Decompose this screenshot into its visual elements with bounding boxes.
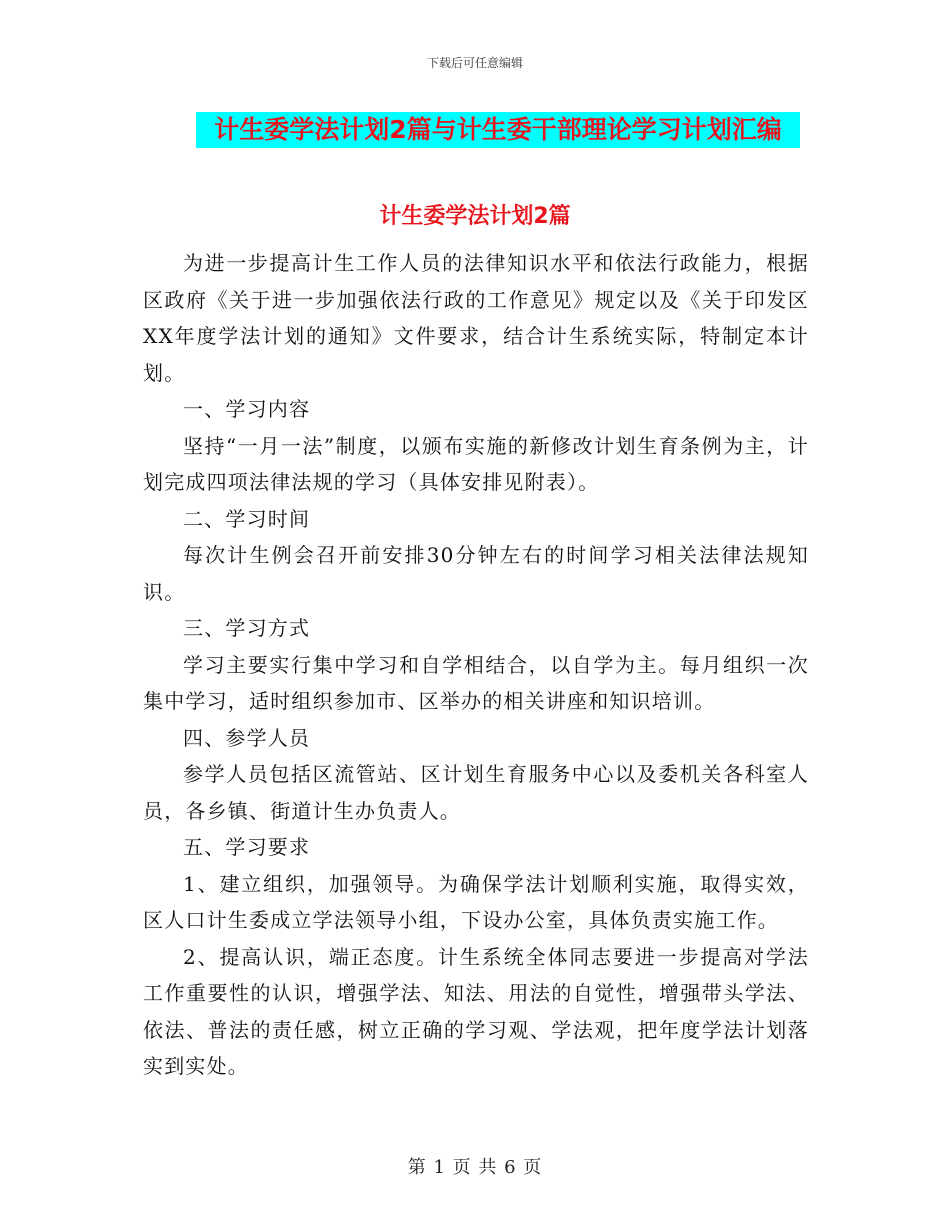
heading-study-time: 二、学习时间 — [183, 506, 311, 531]
header-note: 下载后可任意编辑 — [426, 56, 523, 70]
heading-study-content: 一、学习内容 — [183, 397, 311, 421]
main-title-highlight — [196, 112, 800, 148]
paragraph-intro: 为进一步提高计生工作人员的法律知识水平和依法行政能力，根据区政府《关于进一步加强依法行政的工作意见》规定以及《关于印发区XX年度学法计划的通知》文件要求，结合计生系统实际，特制定本计划。 — [143, 251, 809, 385]
paragraph-participants: 参学人员包括区流管站、区计划生育服务中心以及委机关各科室人员，各乡镇、街道计生办负责人。 — [143, 762, 809, 823]
heading-requirements: 五、学习要求 — [183, 835, 311, 859]
heading-participants: 四、参学人员 — [183, 725, 311, 750]
paragraph-study-time: 每次计生例会召开前安排30分钟左右的时间学习相关法律法规知识。 — [143, 543, 809, 604]
page-number: 第 1 页 共 6 页 — [407, 1157, 543, 1178]
paragraph-requirement-1: 1、建立组织，加强领导。为确保学法计划顺利实施，取得实效，区人口计生委成立学法领导小组，下设办公室，具体负责实施工作。 — [143, 871, 809, 932]
paragraph-requirement-2: 2、提高认识，端正态度。计生系统全体同志要进一步提高对学法工作重要性的认识，增强学法、知法、用法的自觉性，增强带头学法、依法、普法的责任感，树立正确的学习观、学法观，把年度学法计划落实到实处。 — [143, 944, 809, 1078]
document-body — [143, 245, 809, 1085]
paragraph-study-method: 学习主要实行集中学习和自学相结合，以自学为主。每月组织一次集中学习，适时组织参加市、区举办的相关讲座和知识培训。 — [143, 652, 809, 713]
heading-study-method: 三、学习方式 — [183, 616, 311, 640]
section-title: 计生委学法计划2篇 — [379, 204, 571, 229]
paragraph-study-content: 坚持“一月一法”制度，以颁布实施的新修改计划生育条例为主，计划完成四项法律法规的学习（具体安排见附表）。 — [143, 433, 809, 494]
main-title: 计生委学法计划2篇与计生委干部理论学习计划汇编 — [214, 115, 782, 144]
